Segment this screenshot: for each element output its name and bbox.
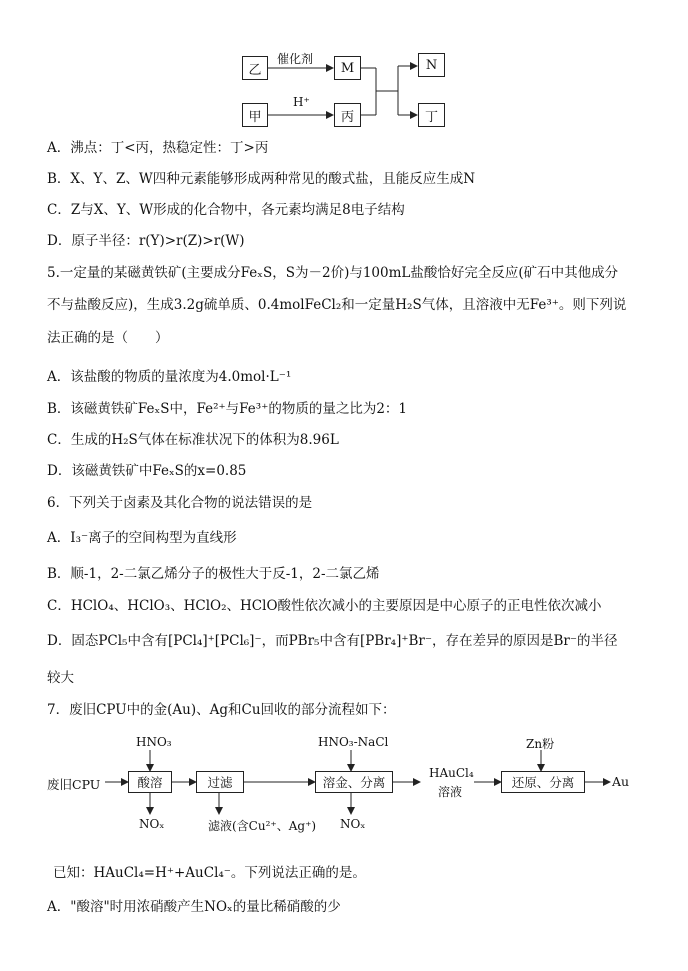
q5-option-d: D．该磁黄铁矿中FeₓS的x=0.85 (47, 463, 247, 479)
flow-filtrate-label: 滤液(含Cu²⁺、Ag⁺) (208, 819, 317, 833)
flow-acid-dissolve-box: 酸溶 (128, 771, 172, 793)
q4-option-c: C．Z与X、Y、W形成的化合物中，各元素均满足8电子结构 (47, 202, 405, 218)
flow-start-label: 废旧CPU (47, 777, 101, 792)
flow-zn-label: Zn粉 (526, 737, 555, 751)
q4-option-b: B．X、Y、Z、W四种元素能够形成两种常见的酸式盐，且能反应生成N (47, 171, 476, 187)
box-yi: 乙 (242, 56, 268, 80)
hplus-label: H⁺ (293, 95, 310, 109)
flow-solution-label: 溶液 (438, 785, 463, 799)
q6-option-b: B．顺-1，2-二氯乙烯分子的极性大于反-1，2-二氯乙烯 (47, 566, 380, 582)
q6-option-d-line1: D．固态PCl₅中含有[PCl₄]⁺[PCl₆]⁻，而PBr₅中含有[PBr₄]⁺Br⁻，存在差异的原因是Br⁻的半径 (47, 633, 618, 649)
flow-nox1-label: NOₓ (139, 817, 165, 831)
catalyst-label: 催化剂 (277, 52, 314, 66)
box-bing: 丙 (334, 103, 361, 127)
flow-haucl4-label: HAuCl₄ (429, 766, 474, 780)
q5-stem-line2: 不与盐酸反应)，生成3.2g硫单质、0.4molFeCl₂和一定量H₂S气体，且溶液中无Fe³⁺。则下列说 (47, 297, 627, 313)
q5-option-b: B．该磁黄铁矿FeₓS中，Fe²⁺与Fe³⁺的物质的量之比为2：1 (47, 401, 407, 417)
q5-stem-line1: 5.一定量的某磁黄铁矿(主要成分FeₓS，S为－2价)与100mL盐酸恰好完全反应(矿石中其他成分 (47, 265, 619, 281)
q7-option-a: A．"酸溶"时用浓硝酸产生NOₓ的量比稀硝酸的少 (47, 899, 341, 915)
q6-stem: 6．下列关于卤素及其化合物的说法错误的是 (47, 495, 313, 511)
q4-option-a: A．沸点：丁<丙，热稳定性：丁>丙 (47, 140, 269, 156)
flow-gold-dissolve-box: 溶金、分离 (315, 771, 393, 793)
flow-hno3-label: HNO₃ (136, 735, 172, 749)
box-jia: 甲 (242, 103, 268, 127)
flow-end-label: Au (612, 774, 630, 789)
q7-stem: 7．废旧CPU中的金(Au)、Ag和Cu回收的部分流程如下： (47, 702, 396, 718)
flow-hno3-nacl-label: HNO₃-NaCl (318, 735, 389, 749)
q6-option-c: C．HClO₄、HClO₃、HClO₂、HClO酸性依次减小的主要原因是中心原子的正电性依次减小 (47, 598, 602, 614)
flow-reduce-box: 还原、分离 (501, 771, 585, 793)
box-N: N (418, 53, 445, 77)
box-ding: 丁 (418, 103, 445, 127)
q4-option-d: D．原子半径：r(Y)>r(Z)>r(W) (47, 233, 245, 249)
flow-filter-box: 过滤 (196, 771, 244, 793)
q6-option-a: A．I₃⁻离子的空间构型为直线形 (47, 530, 237, 546)
q5-stem-line3: 法正确的是（ ） (47, 330, 169, 346)
q7-known: 已知：HAuCl₄=H⁺+AuCl₄⁻。下列说法正确的是。 (53, 865, 366, 881)
q5-option-a: A．该盐酸的物质的量浓度为4.0mol·L⁻¹ (47, 369, 292, 385)
q6-option-d-line2: 较大 (47, 670, 74, 686)
q5-option-c: C．生成的H₂S气体在标准状况下的体积为8.96L (47, 432, 339, 448)
flow-nox2-label: NOₓ (340, 817, 366, 831)
box-M: M (334, 56, 361, 80)
